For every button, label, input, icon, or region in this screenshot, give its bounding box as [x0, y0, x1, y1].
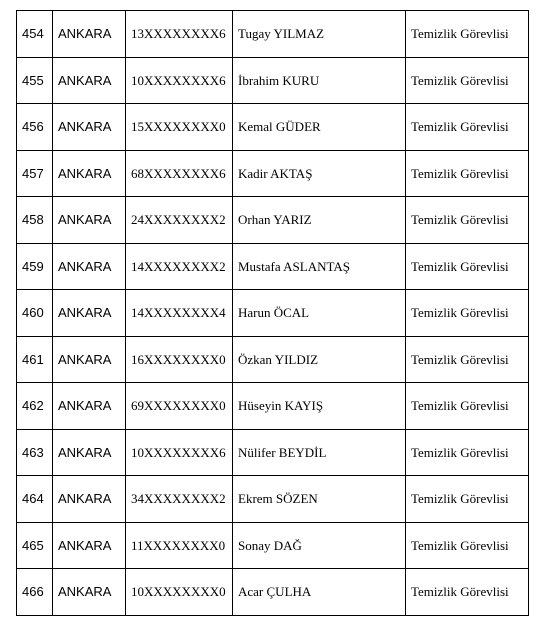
full-name-cell: Acar ÇULHA — [233, 569, 406, 616]
id-number-cell: 16XXXXXXXX0 — [126, 336, 233, 383]
full-name-cell: Orhan YARIZ — [233, 197, 406, 244]
full-name-cell: Harun ÖCAL — [233, 290, 406, 337]
row-number-cell: 458 — [17, 197, 53, 244]
job-title-cell: Temizlik Görevlisi — [406, 197, 529, 244]
row-number-cell: 466 — [17, 569, 53, 616]
job-title-cell: Temizlik Görevlisi — [406, 383, 529, 430]
city-cell: ANKARA — [53, 57, 126, 104]
table-row — [17, 476, 529, 523]
full-name-cell: Mustafa ASLANTAŞ — [233, 243, 406, 290]
table-row — [17, 522, 529, 569]
job-title-cell: Temizlik Görevlisi — [406, 336, 529, 383]
id-number-cell: 14XXXXXXXX2 — [126, 243, 233, 290]
job-title-cell: Temizlik Görevlisi — [406, 429, 529, 476]
row-number-cell: 454 — [17, 11, 53, 58]
table-row — [17, 197, 529, 244]
city-cell: ANKARA — [53, 429, 126, 476]
job-title-cell: Temizlik Görevlisi — [406, 57, 529, 104]
full-name-cell: Kemal GÜDER — [233, 104, 406, 151]
row-number-cell: 462 — [17, 383, 53, 430]
table-row — [17, 429, 529, 476]
row-number-cell: 457 — [17, 150, 53, 197]
full-name-cell: Sonay DAĞ — [233, 522, 406, 569]
job-title-cell: Temizlik Görevlisi — [406, 569, 529, 616]
city-cell: ANKARA — [53, 336, 126, 383]
full-name-cell: Kadir AKTAŞ — [233, 150, 406, 197]
row-number-cell: 455 — [17, 57, 53, 104]
city-cell: ANKARA — [53, 243, 126, 290]
id-number-cell: 10XXXXXXXX6 — [126, 429, 233, 476]
city-cell: ANKARA — [53, 569, 126, 616]
row-number-cell: 465 — [17, 522, 53, 569]
city-cell: ANKARA — [53, 11, 126, 58]
id-number-cell: 34XXXXXXXX2 — [126, 476, 233, 523]
id-number-cell: 10XXXXXXXX6 — [126, 57, 233, 104]
city-cell: ANKARA — [53, 290, 126, 337]
job-title-cell: Temizlik Görevlisi — [406, 243, 529, 290]
city-cell: ANKARA — [53, 104, 126, 151]
table-row — [17, 11, 529, 58]
table-row — [17, 243, 529, 290]
id-number-cell: 14XXXXXXXX4 — [126, 290, 233, 337]
city-cell: ANKARA — [53, 197, 126, 244]
id-number-cell: 10XXXXXXXX0 — [126, 569, 233, 616]
full-name-cell: Nülifer BEYDİL — [233, 429, 406, 476]
city-cell: ANKARA — [53, 476, 126, 523]
full-name-cell: Özkan YILDIZ — [233, 336, 406, 383]
job-title-cell: Temizlik Görevlisi — [406, 476, 529, 523]
job-title-cell: Temizlik Görevlisi — [406, 522, 529, 569]
id-number-cell: 68XXXXXXXX6 — [126, 150, 233, 197]
full-name-cell: Ekrem SÖZEN — [233, 476, 406, 523]
row-number-cell: 463 — [17, 429, 53, 476]
table-row — [17, 290, 529, 337]
row-number-cell: 459 — [17, 243, 53, 290]
row-number-cell: 461 — [17, 336, 53, 383]
city-cell: ANKARA — [53, 383, 126, 430]
job-title-cell: Temizlik Görevlisi — [406, 150, 529, 197]
full-name-cell: İbrahim KURU — [233, 57, 406, 104]
personnel-table-body — [17, 11, 529, 616]
job-title-cell: Temizlik Görevlisi — [406, 290, 529, 337]
city-cell: ANKARA — [53, 150, 126, 197]
job-title-cell: Temizlik Görevlisi — [406, 11, 529, 58]
table-row — [17, 57, 529, 104]
table-row — [17, 336, 529, 383]
table-row — [17, 569, 529, 616]
table-row — [17, 104, 529, 151]
full-name-cell: Tugay YILMAZ — [233, 11, 406, 58]
id-number-cell: 69XXXXXXXX0 — [126, 383, 233, 430]
id-number-cell: 15XXXXXXXX0 — [126, 104, 233, 151]
row-number-cell: 460 — [17, 290, 53, 337]
id-number-cell: 11XXXXXXXX0 — [126, 522, 233, 569]
row-number-cell: 456 — [17, 104, 53, 151]
personnel-table — [16, 10, 529, 616]
row-number-cell: 464 — [17, 476, 53, 523]
table-row — [17, 383, 529, 430]
table-row — [17, 150, 529, 197]
full-name-cell: Hüseyin KAYIŞ — [233, 383, 406, 430]
id-number-cell: 13XXXXXXXX6 — [126, 11, 233, 58]
id-number-cell: 24XXXXXXXX2 — [126, 197, 233, 244]
city-cell: ANKARA — [53, 522, 126, 569]
job-title-cell: Temizlik Görevlisi — [406, 104, 529, 151]
